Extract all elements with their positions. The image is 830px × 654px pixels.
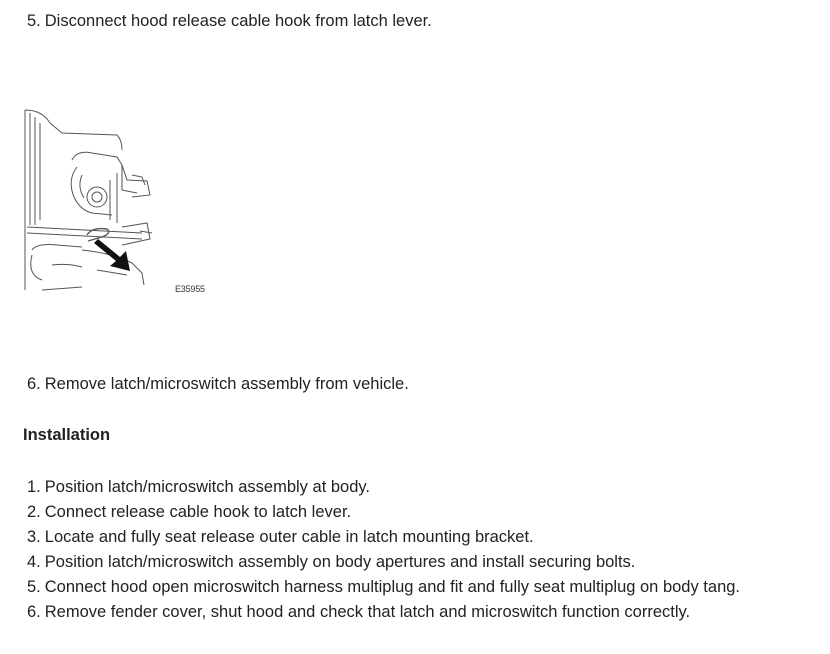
list-item	[27, 600, 740, 625]
list-item	[27, 525, 740, 550]
hood-latch-illustration	[22, 105, 222, 300]
step-number: 3.	[27, 528, 41, 546]
list-item	[27, 550, 740, 575]
step-number: 1.	[27, 478, 41, 496]
step-number: 5.	[27, 12, 41, 30]
step-text: Remove fender cover, shut hood and check that latch and microswitch function correctly.	[44, 603, 691, 621]
step-text: Position latch/microswitch assembly at body.	[44, 478, 371, 496]
list-item	[27, 500, 740, 525]
step-number: 5.	[27, 578, 41, 596]
installation-steps-list	[27, 475, 740, 625]
step-number: 2.	[27, 503, 41, 521]
step-number: 6.	[27, 375, 41, 393]
removal-step-5	[27, 11, 432, 31]
step-text: Disconnect hood release cable hook from latch lever.	[44, 12, 432, 30]
step-text: Locate and fully seat release outer cable in latch mounting bracket.	[44, 528, 534, 546]
installation-heading: Installation	[23, 426, 111, 444]
list-item	[27, 575, 740, 600]
pointer-arrow-icon	[94, 239, 130, 271]
step-number: 6.	[27, 603, 41, 621]
removal-step-6	[27, 374, 409, 394]
figure-label: E35955	[175, 284, 205, 294]
list-item	[27, 475, 740, 500]
step-text: Connect release cable hook to latch lever.	[44, 503, 352, 521]
step-text: Connect hood open microswitch harness multiplug and fit and fully seat multiplug on body tang.	[44, 578, 741, 596]
step-text: Remove latch/microswitch assembly from vehicle.	[44, 375, 409, 393]
hood-latch-drawing	[22, 105, 222, 300]
step-number: 4.	[27, 553, 41, 571]
step-text: Position latch/microswitch assembly on body apertures and install securing bolts.	[44, 553, 636, 571]
